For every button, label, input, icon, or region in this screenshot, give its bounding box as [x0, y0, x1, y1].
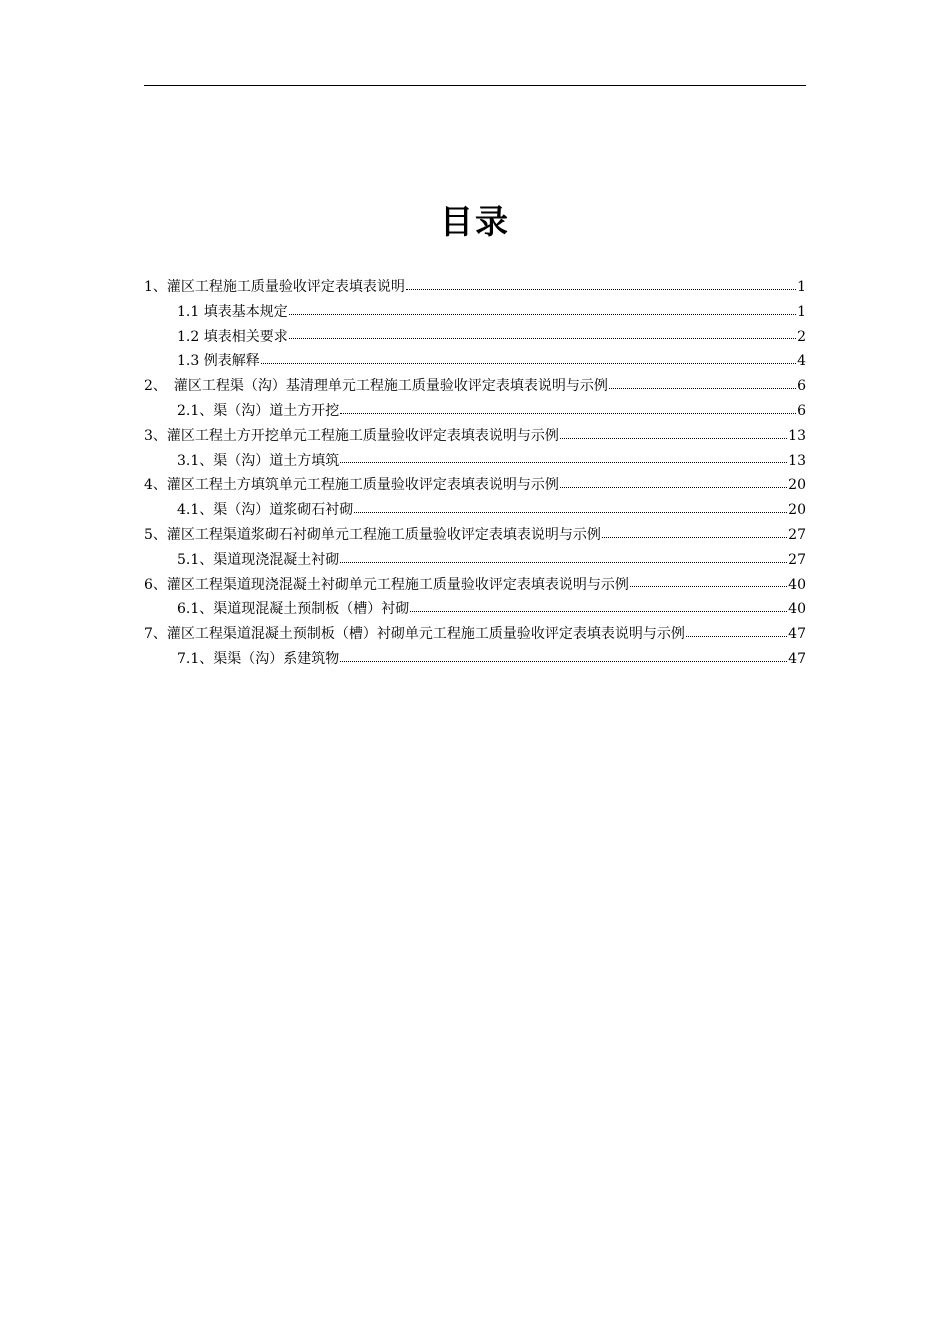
toc-entry-text: 3.1、渠（沟）道土方填筑 — [177, 452, 340, 469]
toc-leader-dots — [609, 387, 796, 389]
toc-leader-dots — [560, 437, 787, 439]
toc-title: 目录 — [440, 202, 510, 242]
toc-entry-page: 1 — [797, 279, 806, 295]
toc-entry-text: 2、 灌区工程渠（沟）基清理单元工程施工质量验收评定表填表说明与示例 — [144, 378, 608, 395]
toc-entry-page: 40 — [788, 601, 806, 618]
toc-leader-dots — [686, 635, 787, 637]
toc-leader-dots — [340, 412, 796, 414]
toc-entry-page: 13 — [788, 452, 806, 469]
toc-entry-text: 1.1 填表基本规定 — [177, 303, 288, 320]
header-rule — [144, 85, 806, 86]
toc-entry-page: 27 — [788, 551, 806, 568]
toc-entry-text: 3、灌区工程土方开挖单元工程施工质量验收评定表填表说明与示例 — [144, 427, 559, 444]
toc-leader-dots — [602, 536, 787, 538]
toc-entry-page: 20 — [788, 502, 806, 519]
toc-entry-text: 5、灌区工程渠道浆砌石衬砌单元工程施工质量验收评定表填表说明与示例 — [144, 526, 601, 543]
toc-leader-dots — [289, 313, 796, 315]
toc-entry-text: 2.1、渠（沟）道土方开挖 — [177, 402, 340, 419]
toc-entry-page: 6 — [797, 402, 806, 419]
toc-entry-page: 13 — [788, 427, 806, 444]
toc-entry-page: 27 — [788, 526, 806, 543]
toc-entry-text: 1、灌区工程施工质量验收评定表填表说明 — [144, 279, 405, 295]
toc-entry-7[interactable] — [144, 622, 806, 647]
toc-entry-6-1[interactable] — [144, 597, 806, 622]
toc-entry-1[interactable] — [144, 275, 806, 300]
toc-entry-page: 4 — [797, 353, 806, 370]
toc-entry-text: 4、灌区工程土方填筑单元工程施工质量验收评定表填表说明与示例 — [144, 477, 559, 494]
toc-entry-1-3[interactable] — [144, 349, 806, 374]
toc-entry-page: 20 — [788, 477, 806, 494]
toc-entry-text: 7.1、渠渠（沟）系建筑物 — [177, 650, 340, 667]
toc-entry-text: 4.1、渠（沟）道浆砌石衬砌 — [177, 502, 354, 519]
toc-leader-dots — [630, 585, 787, 587]
toc-leader-dots — [261, 362, 796, 364]
toc-entry-1-1[interactable] — [144, 300, 806, 325]
toc-entry-3[interactable] — [144, 424, 806, 449]
toc-entry-text: 6.1、渠道现混凝土预制板（槽）衬砌 — [177, 601, 410, 618]
toc-entry-page: 2 — [797, 328, 806, 345]
toc-leader-dots — [340, 660, 787, 662]
toc-entry-page: 47 — [788, 650, 806, 667]
toc-entry-page: 6 — [797, 378, 806, 395]
toc-leader-dots — [340, 461, 787, 463]
toc-entry-7-1[interactable] — [144, 647, 806, 672]
toc-leader-dots — [340, 561, 787, 563]
toc-entry-2-1[interactable] — [144, 399, 806, 424]
toc-entry-4[interactable] — [144, 473, 806, 498]
toc-entry-5[interactable] — [144, 523, 806, 548]
toc-leader-dots — [354, 511, 787, 513]
toc-entry-page: 40 — [788, 576, 806, 593]
toc-entry-text: 1.3 例表解释 — [177, 353, 260, 370]
toc-entry-page: 47 — [788, 626, 806, 643]
toc-entry-1-2[interactable] — [144, 325, 806, 350]
toc-entry-text: 5.1、渠道现浇混凝土衬砌 — [177, 551, 340, 568]
toc-entry-text: 7、灌区工程渠道混凝土预制板（槽）衬砌单元工程施工质量验收评定表填表说明与示例 — [144, 626, 685, 643]
toc-entry-2[interactable] — [144, 374, 806, 399]
toc-leader-dots — [560, 486, 787, 488]
toc-leader-dots — [289, 337, 796, 339]
toc-entry-6[interactable] — [144, 573, 806, 598]
toc-entry-text: 6、灌区工程渠道现浇混凝土衬砌单元工程施工质量验收评定表填表说明与示例 — [144, 576, 629, 593]
toc-entry-4-1[interactable] — [144, 498, 806, 523]
toc-leader-dots — [410, 610, 787, 612]
table-of-contents — [144, 275, 806, 672]
toc-entry-5-1[interactable] — [144, 548, 806, 573]
toc-entry-text: 1.2 填表相关要求 — [177, 328, 288, 345]
toc-entry-3-1[interactable] — [144, 449, 806, 474]
toc-leader-dots — [406, 288, 796, 290]
toc-entry-page: 1 — [797, 303, 806, 320]
